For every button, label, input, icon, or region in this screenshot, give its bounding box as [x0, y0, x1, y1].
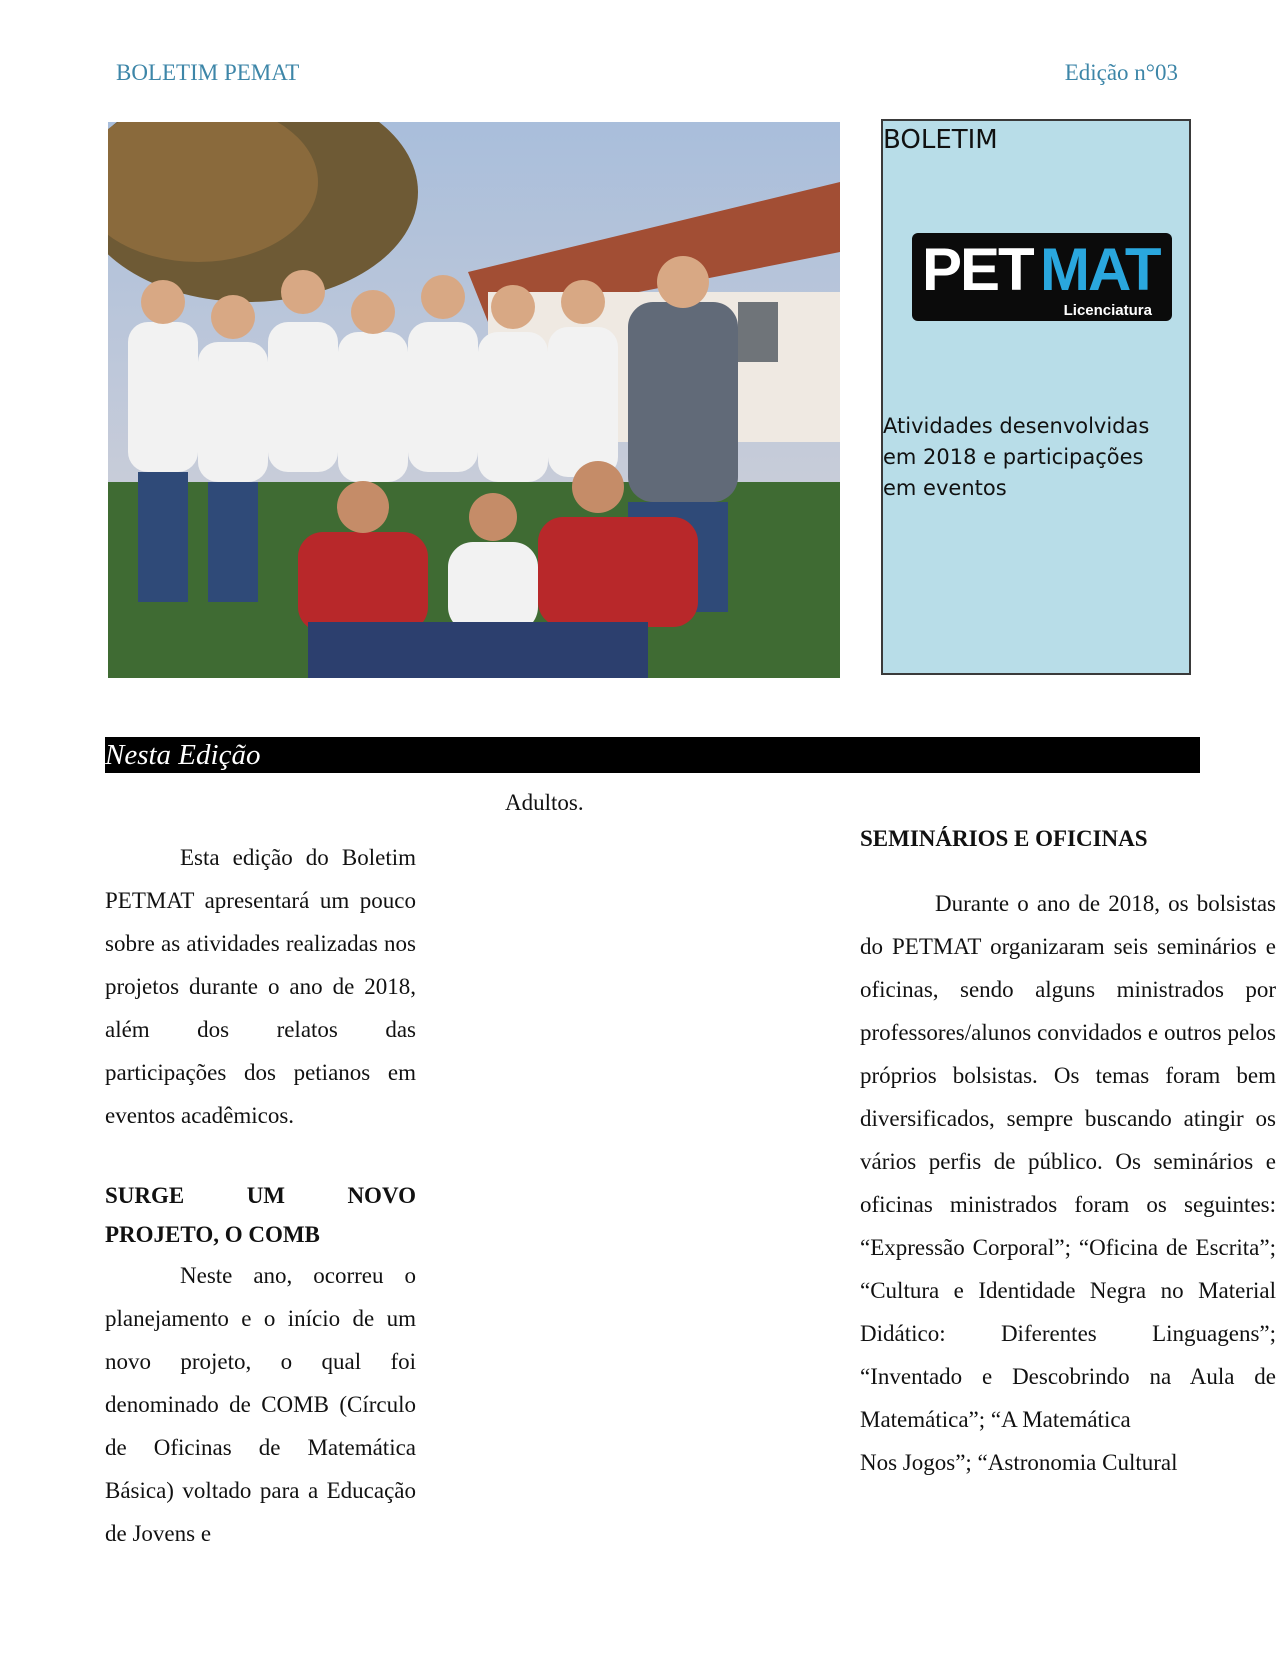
petmat-logo [912, 233, 1172, 321]
logo-mat-text: MAT [1040, 236, 1160, 303]
section-bar-label: Nesta Edição [105, 739, 261, 771]
column-left [105, 836, 416, 1555]
seminarios-paragraph: Durante o ano de 2018, os bolsistas do PETMAT organizaram seis seminários e oficinas, sendo alguns ministrados por professores/alunos convidados e outros pelos próprios bolsistas. Os temas foram bem diversificados, sempre buscando atingir os vários perfis de público. Os seminários e oficinas ministrados foram os seguintes: “Expressão Corporal”; “Oficina de Escrita”; “Cultura e Identidade Negra no Material Didático: Diferentes Linguagens”; “Inventado e Descobrindo na Aula de Matemática”; “A Matemática [860, 891, 1276, 1432]
cover-box-title: BOLETIM [883, 125, 998, 155]
comb-paragraph: Neste ano, ocorreu o planejamento e o início de um novo projeto, o qual foi denominado de COMB (Círculo de Oficinas de Matemática Básica) voltado para a Educação de Jovens e [105, 1263, 416, 1546]
column-middle-continuation: Adultos. [505, 790, 584, 815]
boletim-cover-box [881, 119, 1191, 675]
header-edition: Edição n°03 [1064, 60, 1178, 85]
comb-heading: SURGE UM NOVO PROJETO, O COMB [105, 1183, 416, 1247]
column-right [860, 826, 1276, 1484]
seminarios-heading: SEMINÁRIOS E OFICINAS [860, 826, 1148, 851]
header-left-title: BOLETIM PEMAT [116, 60, 300, 85]
section-bar [105, 737, 1200, 773]
cover-box-description: Atividades desenvolvidas em 2018 e participações em eventos [883, 414, 1150, 500]
logo-pet-text: PET [922, 236, 1033, 303]
intro-paragraph: Esta edição do Boletim PETMAT apresentará um pouco sobre as atividades realizadas nos projetos durante o ano de 2018, além dos relatos das participações dos petianos em eventos acadêmicos. [105, 845, 416, 1128]
group-photo [108, 122, 840, 678]
logo-subtitle: Licenciatura [1063, 302, 1152, 319]
seminarios-last-line: Nos Jogos”; “Astronomia Cultural [860, 1450, 1178, 1475]
